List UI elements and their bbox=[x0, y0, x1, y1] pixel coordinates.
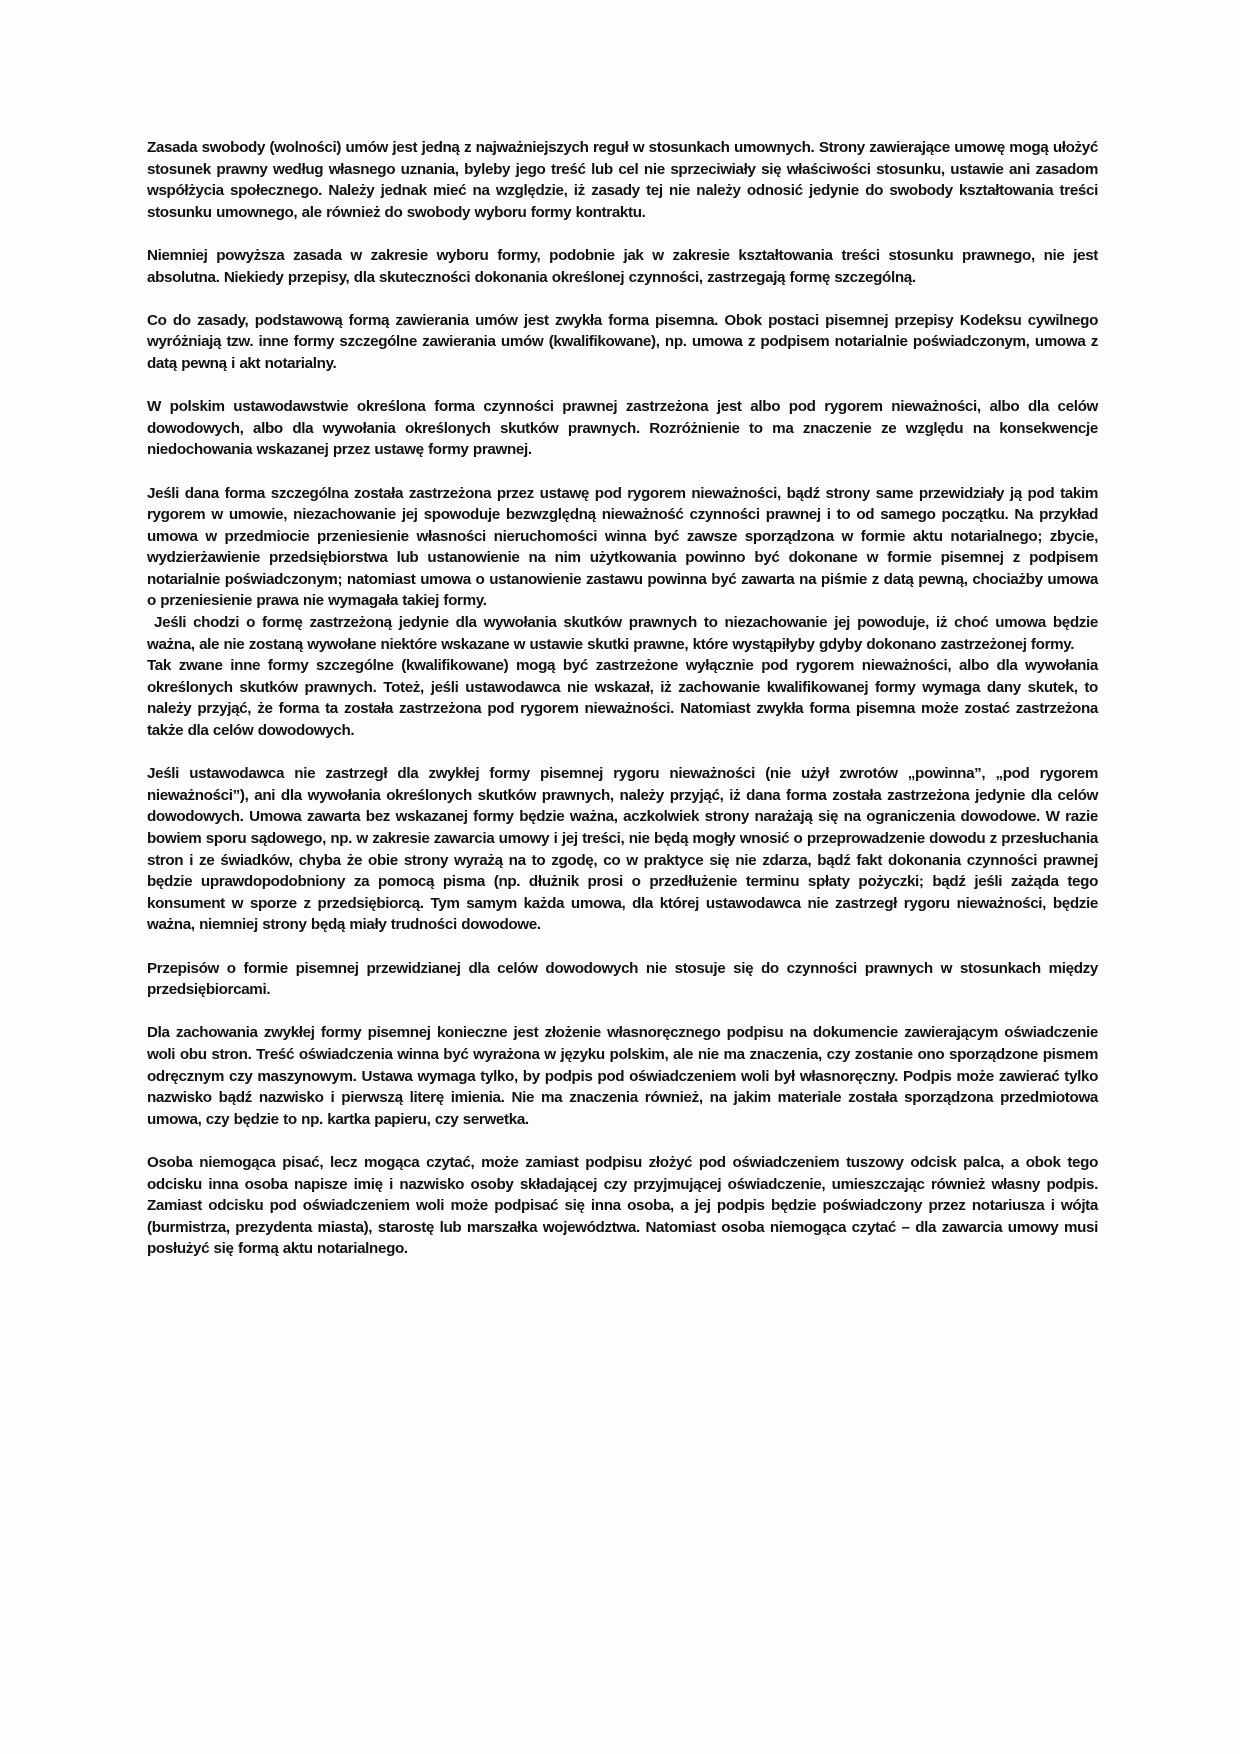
paragraph-form-not-absolute: Niemniej powyższa zasada w zakresie wyboru formy, podobnie jak w zakresie kształtowania treści stosunku prawnego, nie jest absolutna. Niekiedy przepisy, dla skuteczności dokonania określonej czynności, zastrzegają formę szczególną. bbox=[147, 246, 1098, 286]
paragraph-basic-written-form: Co do zasady, podstawową formą zawierania umów jest zwykła forma pisemna. Obok postaci pisemnej przepisy Kodeksu cywilnego wyróżniają tzw. inne formy szczególne zawierania umów (kwalifikowane), np. umowa z podpisem notarialnie poświadczonym, umowa z datą pewną i akt notarialny. bbox=[147, 311, 1098, 372]
paragraph-signature-requirements: Dla zachowania zwykłej formy pisemnej konieczne jest złożenie własnoręcznego podpisu na dokumencie zawierającym oświadczenie woli obu stron. Treść oświadczenia winna być wyrażona w języku polskim, ale nie ma znaczenia, czy zostanie ono sporządzone pismem odręcznym czy maszynowym. Ustawa wymaga tylko, by podpis pod oświadczeniem woli był własnoręczny. Podpis może zawierać tylko nazwisko bądź nazwisko i pierwszą literę imienia. Nie ma znaczenia również, na jakim materiale została sporządzona przedmiotowa umowa, czy będzie to np. kartka papieru, czy serwetka. bbox=[147, 1024, 1098, 1128]
paragraph-qualified-forms: Tak zwane inne formy szczególne (kwalifikowane) mogą być zastrzeżone wyłącznie pod rygorem nieważności, albo dla wywołania określonych skutków prawnych. Toteż, jeśli ustawodawca nie wskazał, iż zachowanie kwalifikowanej formy wymaga dany skutek, to należy przyjąć, że forma ta została zastrzeżona pod rygorem nieważności. Natomiast zwykła forma pisemna może zostać zastrzeżona także dla celów dowodowych. bbox=[147, 657, 1098, 740]
document-page bbox=[147, 137, 1098, 1260]
paragraph-freedom-of-contract: Zasada swobody (wolności) umów jest jedną z najważniejszych reguł w stosunkach umownych. Strony zawierające umowę mogą ułożyć stosunek prawny według własnego uznania, byleby jego treść lub cel nie sprzeciwiały się właściwości stosunku, ustawie ani zasadom współżycia społecznego. Należy jednak mieć na względzie, iż zasady tej nie należy odnosić jedynie do swobody kształtowania treści stosunku umownego, ale również do swobody wyboru formy kontraktu. bbox=[147, 139, 1098, 221]
paragraph-legal-effects-form: Jeśli chodzi o formę zastrzeżoną jedynie dla wywołania skutków prawnych to niezachowanie jej powoduje, iż choć umowa będzie ważna, ale nie zostaną wywołane niektóre wskazane w ustawie skutki prawne, które wystąpiłyby gdyby dokonano zastrzeżonej formy. bbox=[147, 614, 1098, 653]
paragraph-evidentiary-form: Jeśli ustawodawca nie zastrzegł dla zwykłej formy pisemnej rygoru nieważności (nie użył zwrotów „powinna”, „pod rygorem nieważności”), ani dla wywołania określonych skutków prawnych, należy przyjąć, iż dana forma została zastrzeżona jedynie dla celów dowodowych. Umowa zawarta bez wskazanej formy będzie ważna, aczkolwiek strony narażają się na ograniczenia dowodowe. W razie bowiem sporu sądowego, np. w zakresie zawarcia umowy i jej treści, nie będą mogły wnosić o przeprowadzenie dowodu z przesłuchania stron i ze świadków, chyba że obie strony wyrażą na to zgodę, co w praktyce się nie zdarza, bądź fakt dokonania czynności prawnej będzie uprawdopodobniony za pomocą pisma (np. dłużnik prosi o przedłużenie terminu spłaty pożyczki; bądź jeśli zażąda tego konsument w sporze z przedsiębiorcą. Tym samym każda umowa, dla której ustawodawca nie zastrzegł rygoru nieważności, będzie ważna, niemniej strony będą miały trudności dowodowe. bbox=[147, 765, 1098, 934]
paragraph-nullity-rigor: Jeśli dana forma szczególna została zastrzeżona przez ustawę pod rygorem nieważności, bądź strony same przewidziały ją pod takim rygorem w umowie, niezachowanie jej spowoduje bezwzględną nieważność czynności prawnej i to od samego początku. Na przykład umowa w przedmiocie przeniesienie własności nieruchomości winna być zawsze sporządzona w formie aktu notarialnego; zbycie, wydzierżawienie przedsiębiorstwa lub ustanowienie na nim użytkowania powinno być dokonane w formie pisemnej z podpisem notarialnie poświadczonym; natomiast umowa o ustanowienie zastawu powinna być zawarta na piśmie z datą pewną, chociażby umowa o przeniesienie prawa nie wymagała takiej formy. bbox=[147, 484, 1098, 610]
paragraph-form-categories: W polskim ustawodawstwie określona forma czynności prawnej zastrzeżona jest albo pod rygorem nieważności, albo dla celów dowodowych, albo dla wywołania określonych skutków prawnych. Rozróżnienie to ma znaczenie ze względu na konsekwencje niedochowania wskazanej przez ustawę formy prawnej. bbox=[147, 398, 1098, 459]
paragraph-person-unable-to-write: Osoba niemogąca pisać, lecz mogąca czytać, może zamiast podpisu złożyć pod oświadczeniem tuszowy odcisk palca, a obok tego odcisku inna osoba napisze imię i nazwisko osoby składającej czy przyjmującej oświadczenie, umieszczając również własny podpis. Zamiast odcisku pod oświadczeniem woli może podpisać się inna osoba, a jej podpis będzie poświadczony przez notariusza i wójta (burmistrza, prezydenta miasta), starostę lub marszałka województwa. Natomiast osoba niemogąca czytać – dla zawarcia umowy musi posłużyć się formą aktu notarialnego. bbox=[147, 1153, 1098, 1258]
paragraph-entrepreneurs-exception: Przepisów o formie pisemnej przewidzianej dla celów dowodowych nie stosuje się do czynności prawnych w stosunkach między przedsiębiorcami. bbox=[147, 959, 1098, 999]
